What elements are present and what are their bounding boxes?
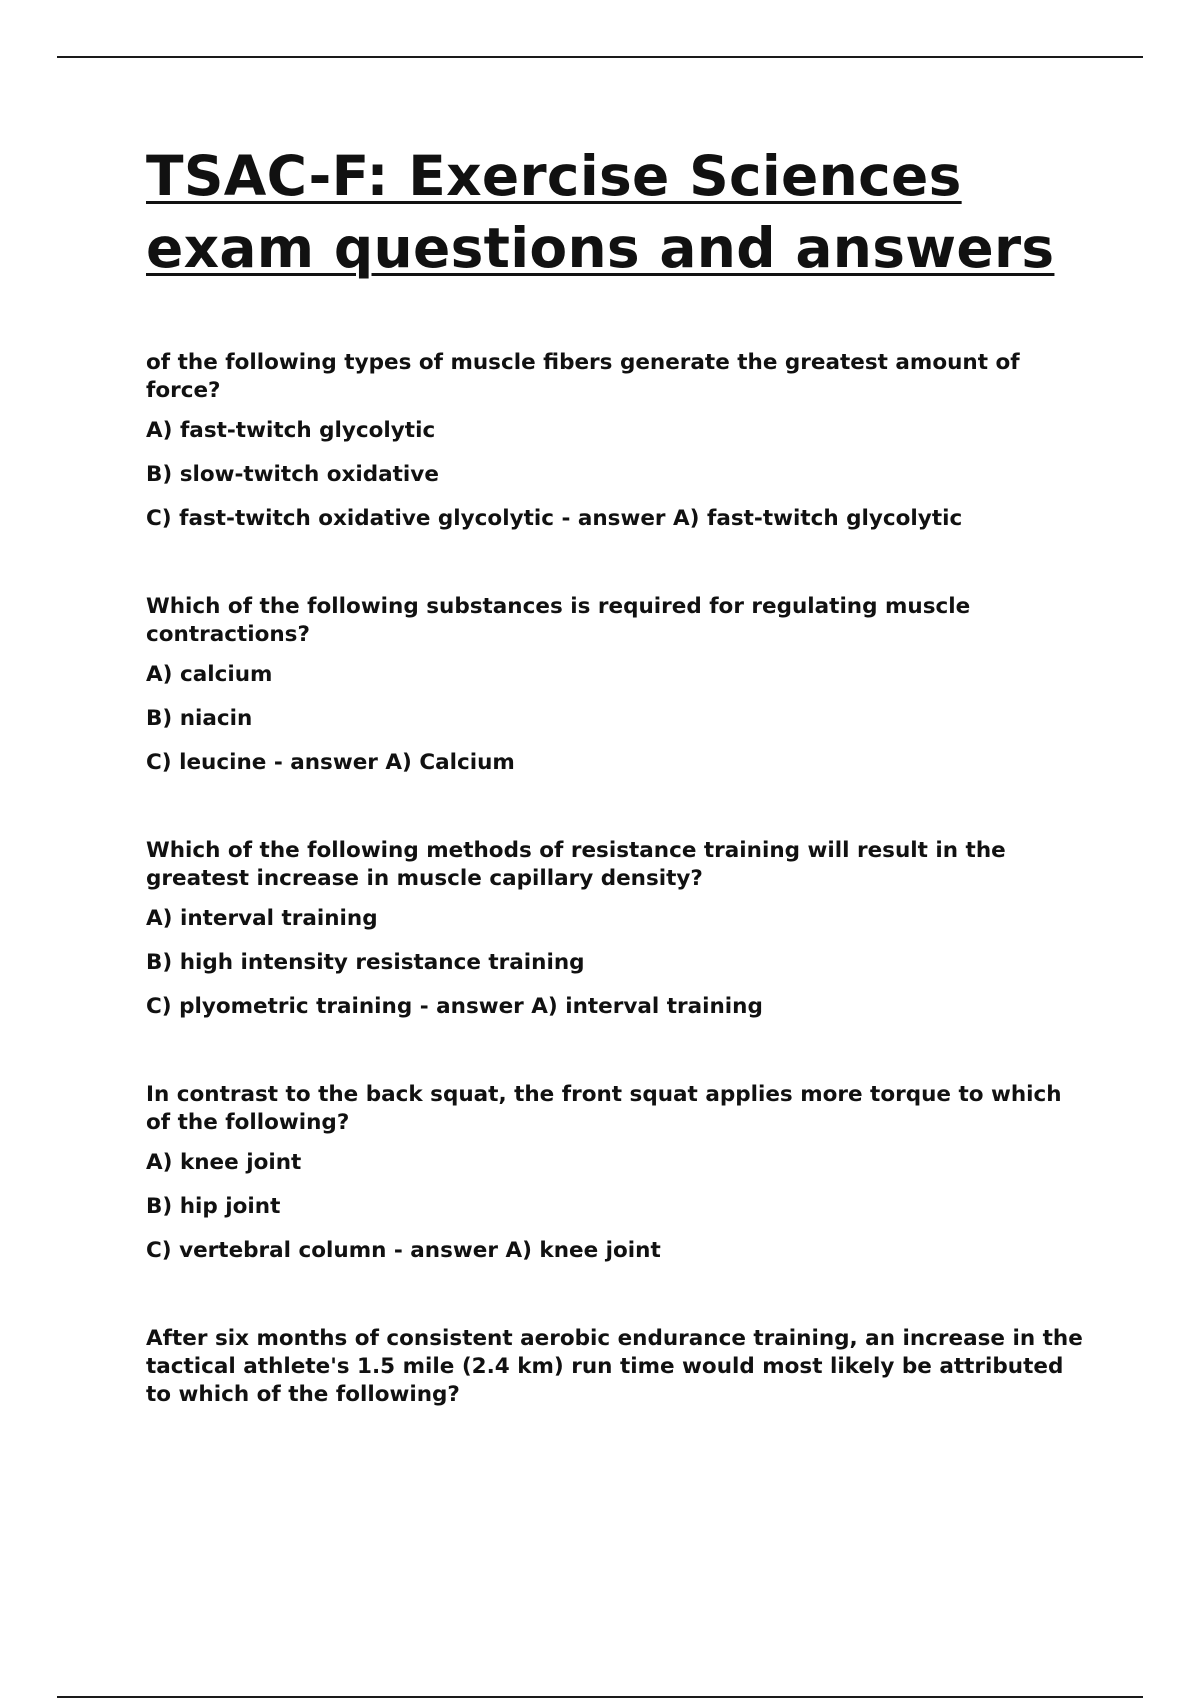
document-title: TSAC-F: Exercise Sciences exam questions and answers [146,144,1055,280]
question-text: After six months of consistent aerobic endurance training, an increase in the tactical athlete's 1.5 mile (2.4 km) run time would most likely be attributed to which of the following? [146,1326,1083,1407]
answer-option: B) hip joint [146,1194,281,1219]
question-text: of the following types of muscle fibers generate the greatest amount of force? [146,350,1020,403]
answer-option: C) fast-twitch oxidative glycolytic - answer A) fast-twitch glycolytic [146,506,963,531]
answer-option: A) fast-twitch glycolytic [146,418,436,443]
question-text: In contrast to the back squat, the front squat applies more torque to which of the following? [146,1082,1062,1135]
question-block [146,837,1086,1021]
question-block [146,1325,1086,1409]
document-body [146,140,1086,1469]
answer-option: A) knee joint [146,1150,302,1175]
question-text: Which of the following methods of resistance training will result in the greatest increase in muscle capillary density? [146,838,1006,891]
question-list [146,349,1086,1409]
answer-option: A) interval training [146,906,378,931]
answer-option: B) niacin [146,706,253,731]
answer-option: C) vertebral column - answer A) knee joint [146,1238,661,1263]
answer-option: B) high intensity resistance training [146,950,585,975]
answer-option: C) plyometric training - answer A) interval training [146,994,763,1019]
answer-option: A) calcium [146,662,273,687]
question-block [146,593,1086,777]
question-block [146,349,1086,533]
question-block [146,1081,1086,1265]
top-divider [57,56,1143,58]
answer-option: C) leucine - answer A) Calcium [146,750,515,775]
answer-option: B) slow-twitch oxidative [146,462,439,487]
bottom-divider [57,1696,1143,1698]
question-text: Which of the following substances is required for regulating muscle contractions? [146,594,971,647]
